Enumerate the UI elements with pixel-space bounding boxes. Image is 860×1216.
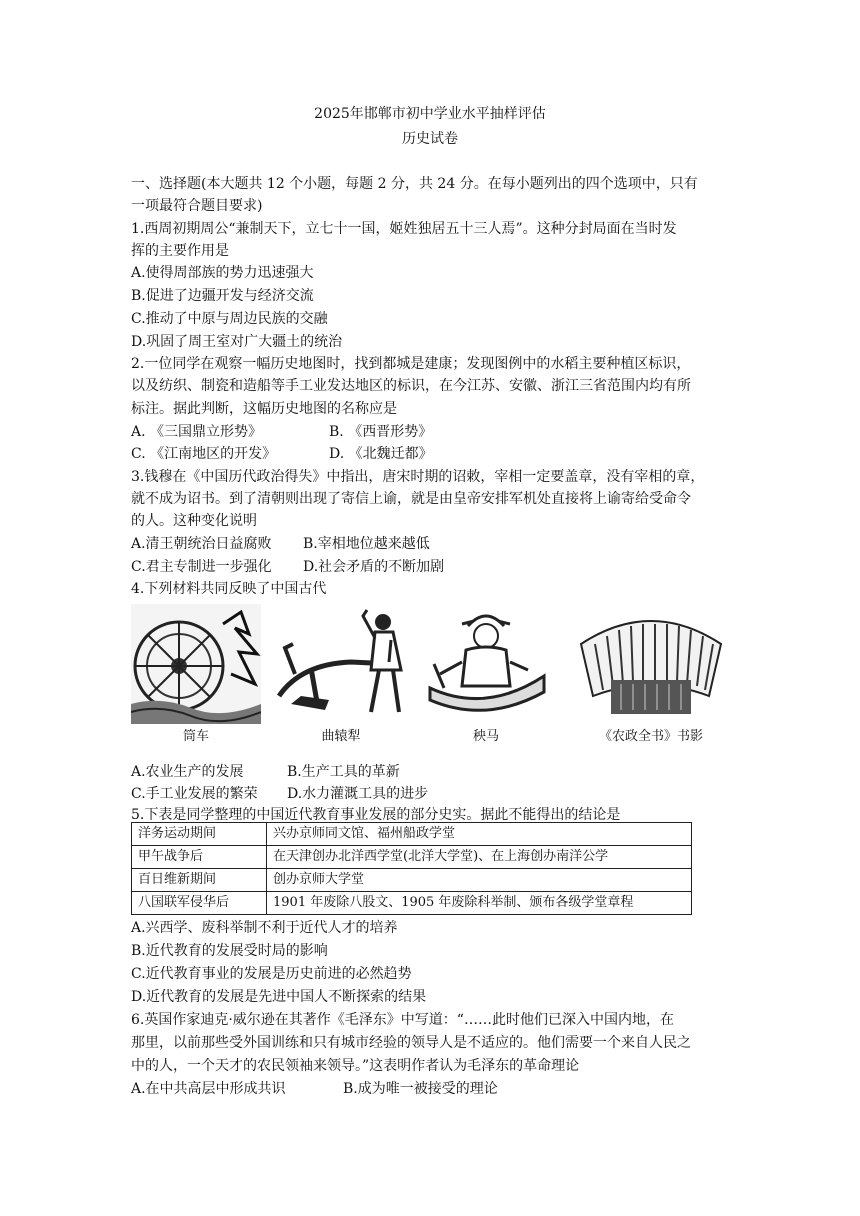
q4-options-cd (131, 783, 428, 805)
q6-options-ab (131, 1078, 498, 1100)
table-cell-event: 兴办京师同文馆、福州船政学堂 (267, 823, 692, 846)
q3-stem-cont2: 的人。这种变化说明 (131, 513, 257, 529)
q3-option-b: B.宰相地位越来越低 (303, 536, 430, 552)
table-cell-period: 百日维新期间 (132, 869, 267, 892)
q1-option-c: C.推动了中原与周边民族的交融 (131, 311, 328, 327)
q5-option-c: C.近代教育事业的发展是历史前进的必然趋势 (131, 966, 412, 982)
q6-stem-cont: 那里，以前那些受外国训练和只有城市经验的领导人是不适应的。他们需要一个来自人民之 (131, 1035, 691, 1051)
q5-option-a: A.兴西学、废科举制不利于近代人才的培养 (131, 920, 398, 936)
table-cell-event: 1901 年废除八股文、1905 年废除科举制、颁布各级学堂章程 (267, 892, 692, 915)
q4-options-ab (131, 761, 400, 783)
q6-stem: 6.英国作家迪克·威尔逊在其著作《毛泽东》中写道：“……此时他们已深入中国内地，在 (131, 1012, 674, 1028)
q1-stem: 1.西周初期周公“兼制天下，立七十一国，姬姓独居五十三人焉”。这种分封局面在当时发 (131, 221, 677, 237)
q6-option-b: B.成为唯一被接受的理论 (343, 1081, 498, 1097)
q4-option-b: B.生产工具的革新 (287, 764, 400, 780)
education-history-table (131, 822, 692, 915)
q5-option-d: D.近代教育的发展是先进中国人不断探索的结果 (131, 989, 427, 1005)
q1-stem-cont: 挥的主要作用是 (131, 243, 229, 259)
table-row (132, 846, 692, 869)
table-cell-period: 甲午战争后 (132, 846, 267, 869)
q5-option-b: B.近代教育的发展受时局的影响 (131, 943, 328, 959)
curved-plough-image (271, 604, 411, 724)
q2-options-ab (131, 421, 432, 443)
q3-option-c: C.君主专制进一步强化 (131, 559, 272, 575)
q6-option-a: A.在中共高层中形成共识 (131, 1081, 286, 1097)
table-cell-event: 在天津创办北洋西学堂(北洋大学堂)、在上海创办南洋公学 (267, 846, 692, 869)
table-row (132, 892, 692, 915)
q3-option-d: D.社会矛盾的不断加剧 (303, 559, 445, 575)
water-wheel-caption: 筒车 (182, 729, 209, 744)
exam-subject: 历史试卷 (402, 131, 458, 147)
rice-seedling-horse-image (426, 604, 546, 724)
q2-stem-cont2: 标注。据此判断，这幅历史地图的名称应是 (131, 401, 397, 417)
q2-stem: 2.一位同学在观察一幅历史地图时，找到都城是建康；发现图例中的水稻主要种植区标识， (131, 356, 691, 372)
section-instructions: 一、选择题(本大题共 12 个小题，每题 2 分，共 24 分。在每小题列出的四个选项中，只有 (131, 176, 698, 192)
exam-title: 2025年邯郸市初中学业水平抽样评估 (314, 106, 546, 122)
curved-plough-caption: 曲辕犁 (321, 729, 361, 744)
q4-stem: 4.下列材料共同反映了中国古代 (131, 581, 327, 597)
q3-option-a: A.清王朝统治日益腐败 (131, 536, 272, 552)
q1-option-b: B.促进了边疆开发与经济交流 (131, 288, 314, 304)
q2-stem-cont: 以及纺织、制瓷和造船等手工业发达地区的标识，在今江苏、安徽、浙江三省范围内均有所 (131, 378, 691, 394)
table-cell-event: 创办京师大学堂 (267, 869, 692, 892)
q2-option-a: A. 《三国鼎立形势》 (131, 424, 263, 440)
q1-option-a: A.使得周部族的势力迅速强大 (131, 265, 314, 281)
q2-option-b: B. 《西晋形势》 (329, 424, 433, 440)
q3-options-ab (131, 533, 430, 555)
nongzheng-quanshu-caption: 《农政全书》书影 (598, 729, 703, 744)
q2-option-d: D. 《北魏迁都》 (329, 446, 433, 462)
q4-option-a: A.农业生产的发展 (131, 764, 244, 780)
table-row (132, 869, 692, 892)
table-row (132, 823, 692, 846)
rice-seedling-horse-caption: 秧马 (472, 729, 499, 744)
q5-stem: 5.下表是同学整理的中国近代教育事业发展的部分史实。据此不能得出的结论是 (131, 807, 621, 823)
q3-options-cd (131, 556, 444, 578)
q2-options-cd (131, 443, 433, 465)
q6-stem-cont2: 中的人，一个天才的农民领袖来领导。”这表明作者认为毛泽东的革命理论 (131, 1058, 580, 1074)
q4-option-c: C.手工业发展的繁荣 (131, 786, 258, 802)
q3-stem: 3.钱穆在《中国历代政治得失》中指出，唐宋时期的诏敕，宰相一定要盖章，没有宰相的章， (131, 469, 705, 485)
q3-stem-cont: 就不成为诏书。到了清朝则出现了寄信上谕，就是由皇帝安排军机处直接将上谕寄给受命令 (131, 491, 691, 507)
q4-figures (131, 604, 731, 756)
table-cell-period: 洋务运动期间 (132, 823, 267, 846)
table-cell-period: 八国联军侵华后 (132, 892, 267, 915)
q1-option-d: D.巩固了周王室对广大疆土的统治 (131, 334, 343, 350)
q2-option-c: C. 《江南地区的开发》 (131, 446, 277, 462)
nongzheng-quanshu-image (571, 604, 731, 724)
water-wheel-image (131, 604, 261, 724)
section-instructions-cont: 一项最符合题目要求) (131, 198, 263, 214)
q4-option-d: D.水力灌溉工具的进步 (287, 786, 429, 802)
